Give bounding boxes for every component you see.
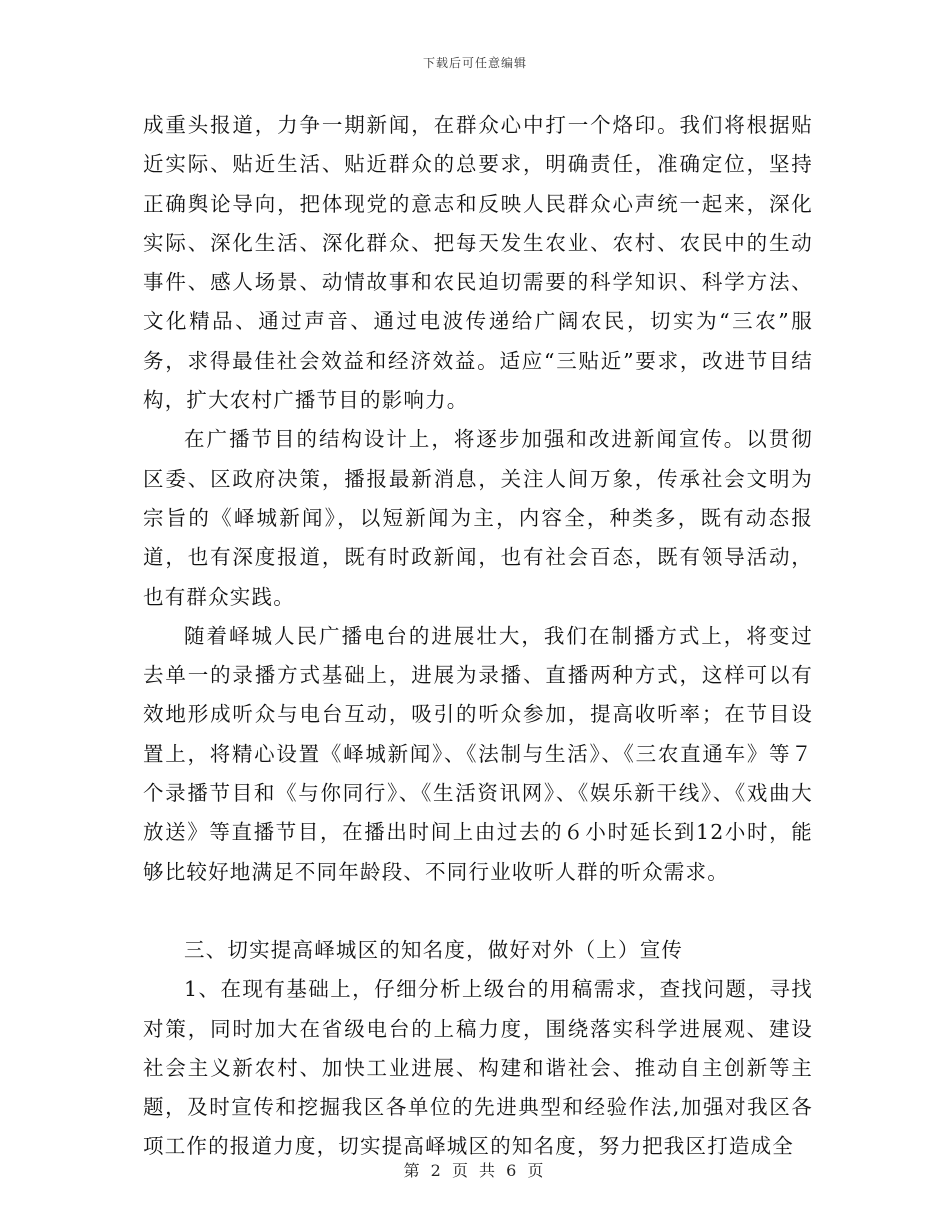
header-note: 下载后可任意编辑 [422, 56, 527, 70]
page-number-footer: 第 2 页 共 6 页 [403, 1161, 547, 1180]
paragraph-1: 成重头报道，力争一期新闻，在群众心中打一个烙印。我们将根据贴近实际、贴近生活、贴近群众的总要求，明确责任，准确定位，坚持正确舆论导向，把体现党的意志和反映人民群众心声统一起来，深化实际、深化生活、深化群众、把每天发生农业、农村、农民中的生动事件、感人场景、动情故事和农民迫切需要的科学知识、科学方法、文化精品、通过声音、通过电波传递给广阔农民，切实为“三农”服务，求得最佳社会效益和经济效益。适应“三贴近”要求，改进节目结构，扩大农村广播节目的影响力。 [143, 113, 813, 413]
document-body [143, 106, 813, 1167]
section-heading-3: 三、切实提高峄城区的知名度，做好对外（上）宣传 [184, 937, 684, 962]
paragraph-gap [143, 892, 813, 931]
paragraph-2: 在广播节目的结构设计上，将逐步加强和改进新闻宣传。以贯彻区委、区政府决策，播报最新消息，关注人间万象，传承社会文明为宗旨的《峄城新闻》，以短新闻为主，内容全，种类多，既有动态报道，也有深度报道，既有时政新闻，也有社会百态，既有领导活动，也有群众实践。 [143, 427, 813, 609]
paragraph-4: 1、在现有基础上，仔细分析上级台的用稿需求，查找问题，寻找对策，同时加大在省级电台的上稿力度，围绕落实科学进展观、建设社会主义新农村、加快工业进展、构建和谐社会、推动自主创新等主题，及时宣传和挖掘我区各单位的先进典型和经验作法,加强对我区各项工作的报道力度，切实提高峄城区的知名度，努力把我区打造成全 [143, 977, 813, 1159]
paragraph-3: 随着峄城人民广播电台的进展壮大，我们在制播方式上，将变过去单一的录播方式基础上，进展为录播、直播两种方式，这样可以有效地形成听众与电台互动，吸引的听众参加，提高收听率；在节目设置上，将精心设置《峄城新闻》、《法制与生活》、《三农直通车》等７个录播节目和《与你同行》、《生活资讯网》、《娱乐新干线》、《戏曲大放送》等直播节目，在播出时间上由过去的６小时延长到12小时，能够比较好地满足不同年龄段、不同行业收听人群的听众需求。 [143, 623, 813, 884]
